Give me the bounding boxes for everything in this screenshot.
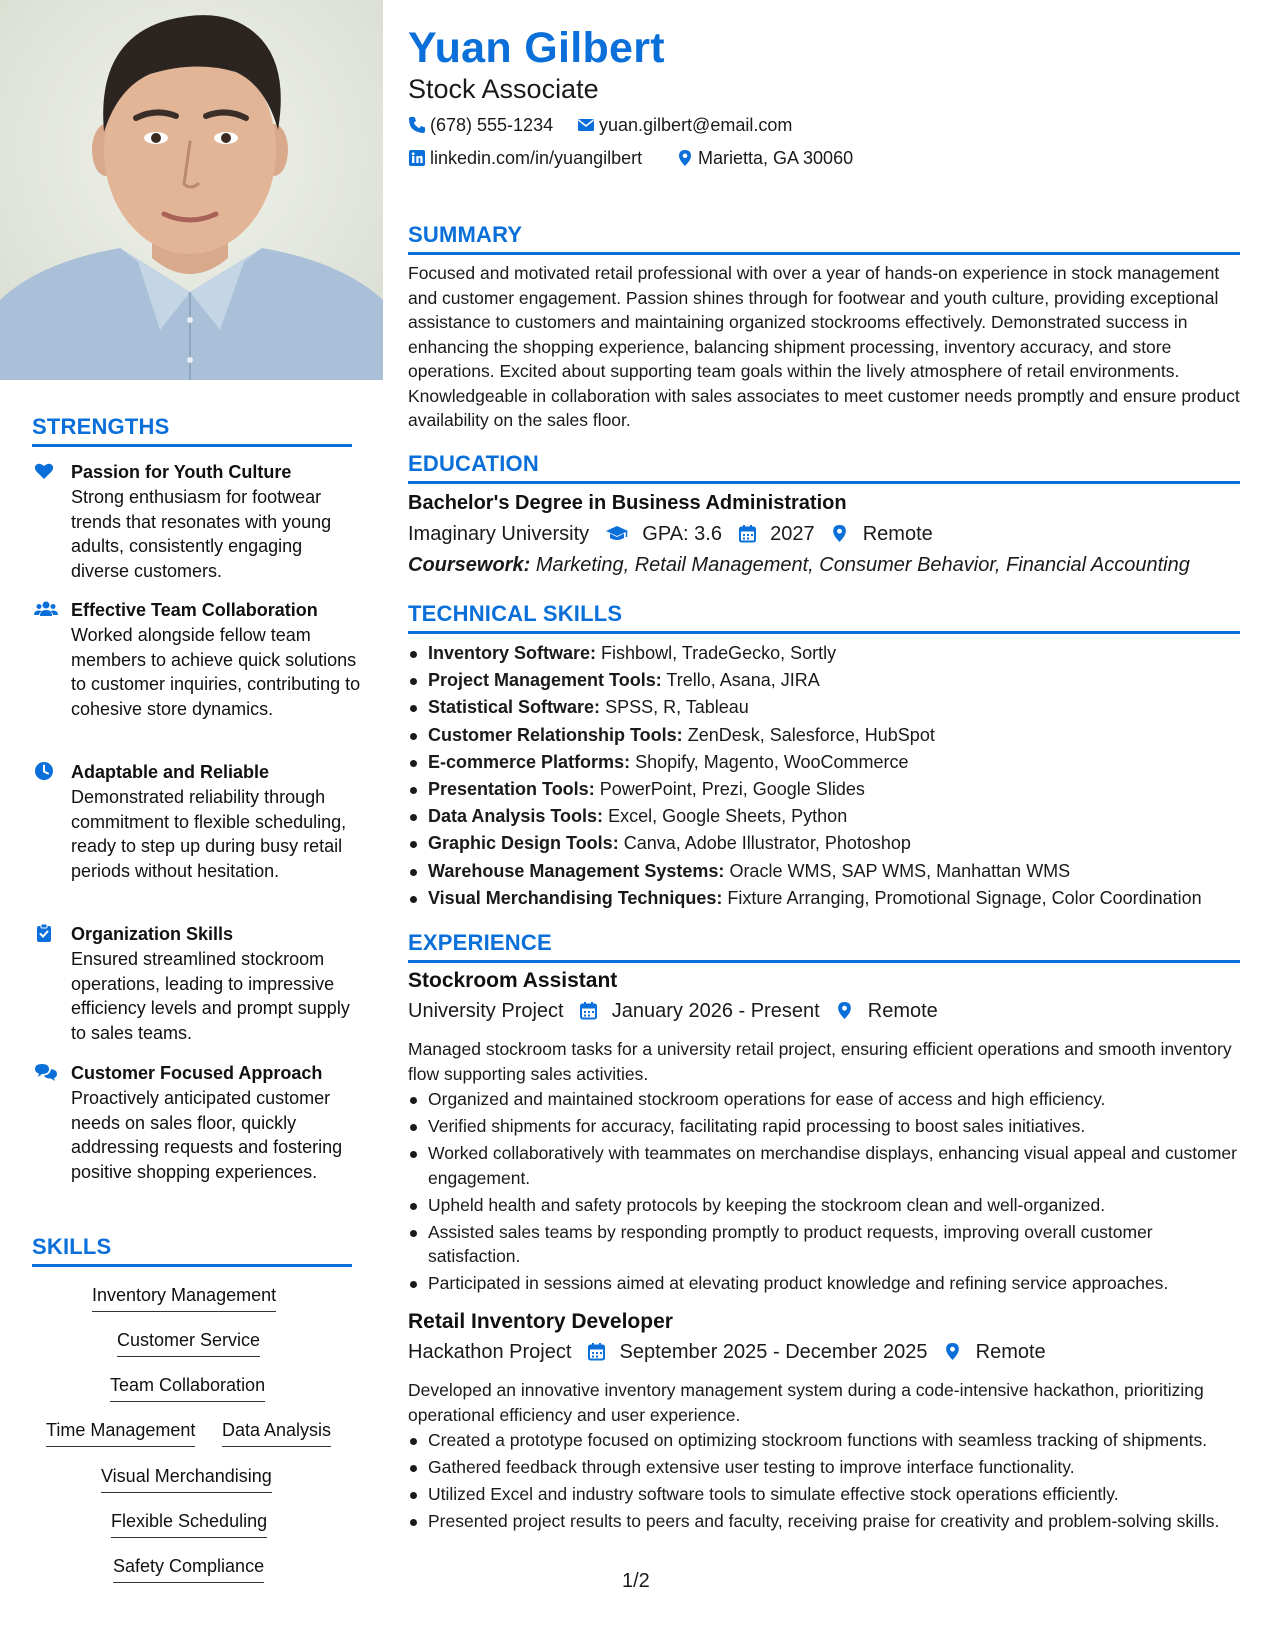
list-item xyxy=(408,694,1240,721)
candidate-title: Stock Associate xyxy=(408,74,599,104)
skill-category: Customer Relationship Tools: xyxy=(428,724,683,745)
strength-title: Customer Focused Approach xyxy=(71,1063,323,1083)
list-item xyxy=(408,803,1240,830)
gpa-value: GPA: 3.6 xyxy=(642,523,722,545)
coursework-line xyxy=(408,554,1190,577)
job-location: Remote xyxy=(975,1341,1046,1363)
skill-tag: Flexible Scheduling xyxy=(111,1509,267,1538)
technical-skills-list xyxy=(408,640,1240,912)
skill-category: E-commerce Platforms: xyxy=(428,751,631,772)
strength-title: Passion for Youth Culture xyxy=(71,462,292,482)
skill-values: Canva, Adobe Illustrator, Photoshop xyxy=(623,833,911,854)
phone-number: (678) 555-1234 xyxy=(430,115,554,135)
list-item: Upheld health and safety protocols by keeping the stockroom clean and well-organized. xyxy=(408,1193,1240,1218)
skill-tag: Data Analysis xyxy=(222,1418,331,1447)
list-item xyxy=(408,830,1240,857)
skill-values: ZenDesk, Salesforce, HubSpot xyxy=(687,724,935,745)
strength-title: Organization Skills xyxy=(71,924,234,944)
technical-skills-heading: TECHNICAL SKILLS xyxy=(408,601,623,626)
education-location: Remote xyxy=(862,523,933,545)
skill-tag: Visual Merchandising xyxy=(101,1464,272,1493)
list-item xyxy=(408,667,1240,694)
skill-category: Warehouse Management Systems: xyxy=(428,860,725,881)
graduation-year: 2027 xyxy=(770,523,815,545)
education-divider xyxy=(408,481,1240,484)
map-pin-icon xyxy=(830,524,849,543)
skills-divider xyxy=(32,1264,352,1267)
list-item: Created a prototype focused on optimizing stockroom functions with seamless tracking of shipments. xyxy=(408,1428,1240,1453)
job-summary: Managed stockroom tasks for a university retail project, ensuring efficient operations and smooth inventory flow supporting sales activities. xyxy=(408,1039,1232,1084)
list-item: Organized and maintained stockroom operations for ease of access and high efficiency. xyxy=(408,1087,1240,1112)
education-heading: EDUCATION xyxy=(408,451,539,476)
degree-title: Bachelor's Degree in Business Administration xyxy=(408,492,847,514)
list-item: Presented project results to peers and faculty, receiving praise for creativity and problem-solving skills. xyxy=(408,1509,1240,1534)
list-item xyxy=(408,749,1240,776)
school-name: Imaginary University xyxy=(408,523,590,545)
location-text: Marietta, GA 30060 xyxy=(698,148,854,168)
comments-icon xyxy=(34,1062,54,1082)
strength-description: Worked alongside fellow team members to achieve quick solutions to customer inquiries, contributing to cohesive store dynamics. xyxy=(71,625,361,719)
summary-text: Focused and motivated retail professional with over a year of hands-on experience in stock management and customer engagement. Passion shines through for footwear and youth culture, providing exceptional assistance to customers and maintaining organized stockrooms effectively. Demonstrated success in enhancing the shopping experience, balancing shipment processing, inventory accuracy, and store operations. Excited about supporting team goals within the lively atmosphere of retail environments. Knowledgeable in collaboration with sales associates to meet customer needs promptly and ensure product availability on the sales floor. xyxy=(408,263,1240,430)
skill-values: Excel, Google Sheets, Python xyxy=(608,806,848,827)
email-address[interactable]: yuan.gilbert@email.com xyxy=(599,115,793,135)
left-column xyxy=(0,0,383,1650)
coursework-list: Marketing, Retail Management, Consumer Behavior, Financial Accounting xyxy=(535,554,1190,576)
list-item: Utilized Excel and industry software tools to simulate effective stock operations efficiently. xyxy=(408,1482,1240,1507)
skill-category: Inventory Software: xyxy=(428,643,597,663)
phone-icon xyxy=(408,116,426,134)
technical-skills-divider xyxy=(408,631,1240,634)
list-item xyxy=(408,722,1240,749)
skills-heading: SKILLS xyxy=(32,1234,112,1259)
experience-divider xyxy=(408,960,1240,963)
strength-description: Demonstrated reliability through commitment to flexible scheduling, ready to step up during busy retail periods without hesitation. xyxy=(71,787,347,881)
map-pin-icon xyxy=(676,149,694,167)
skill-tag: Team Collaboration xyxy=(110,1373,265,1402)
job-dates: January 2026 - Present xyxy=(611,1000,820,1022)
contact-linkedin[interactable] xyxy=(408,147,642,169)
list-item xyxy=(408,885,1240,912)
skill-category: Data Analysis Tools: xyxy=(428,806,604,827)
job-meta xyxy=(408,1341,1046,1364)
calendar-icon xyxy=(738,524,757,543)
strength-description: Proactively anticipated customer needs on sales floor, quickly addressing requests and fostering positive shopping experiences. xyxy=(71,1088,343,1182)
list-item xyxy=(408,776,1240,803)
job-meta xyxy=(408,1000,938,1023)
skill-values: Fishbowl, TradeGecko, Sortly xyxy=(601,643,837,663)
job-summary: Developed an innovative inventory management system during a code-intensive hackathon, prioritizing operational efficiency and user experience. xyxy=(408,1380,1204,1425)
skill-values: SPSS, R, Tableau xyxy=(605,697,749,718)
map-pin-icon xyxy=(835,1001,854,1020)
contact-location xyxy=(676,147,853,169)
strengths-divider xyxy=(32,444,352,447)
skill-category: Presentation Tools: xyxy=(428,779,595,800)
job-organization: University Project xyxy=(408,1000,564,1022)
graduation-cap-icon xyxy=(605,524,629,543)
calendar-icon xyxy=(587,1342,606,1361)
skill-category: Graphic Design Tools: xyxy=(428,833,619,854)
job-bullets xyxy=(408,1428,1240,1536)
strength-description: Ensured streamlined stockroom operations, leading to impressive efficiency levels and prompt supply to sales teams. xyxy=(71,949,350,1043)
skill-tag: Time Management xyxy=(46,1418,195,1447)
list-item: Participated in sessions aimed at elevating product knowledge and refining service approaches. xyxy=(408,1271,1240,1296)
list-item xyxy=(408,858,1240,885)
skill-values: Trello, Asana, JIRA xyxy=(666,670,820,691)
education-meta xyxy=(408,523,933,546)
skill-values: Oracle WMS, SAP WMS, Manhattan WMS xyxy=(729,860,1071,881)
skill-values: Shopify, Magento, WooCommerce xyxy=(635,751,909,772)
skill-tag: Safety Compliance xyxy=(113,1554,264,1583)
list-item: Assisted sales teams by responding promptly to product requests, improving overall customer satisfaction. xyxy=(408,1220,1240,1269)
experience-heading: EXPERIENCE xyxy=(408,930,552,955)
job-title: Retail Inventory Developer xyxy=(408,1310,673,1333)
list-item xyxy=(408,640,1240,667)
list-item: Worked collaboratively with teammates on merchandise displays, enhancing visual appeal and customer engagement. xyxy=(408,1141,1240,1190)
job-title: Stockroom Assistant xyxy=(408,969,618,992)
calendar-icon xyxy=(579,1001,598,1020)
job-organization: Hackathon Project xyxy=(408,1341,572,1363)
candidate-name: Yuan Gilbert xyxy=(408,24,665,72)
job-dates: September 2025 - December 2025 xyxy=(619,1341,928,1363)
list-item: Verified shipments for accuracy, facilitating rapid processing to boost sales initiatives. xyxy=(408,1114,1240,1139)
skill-category: Statistical Software: xyxy=(428,697,601,718)
skill-tag: Customer Service xyxy=(117,1328,260,1357)
skill-category: Project Management Tools: xyxy=(428,670,662,691)
skill-category: Visual Merchandising Techniques: xyxy=(428,887,723,908)
skill-values: Fixture Arranging, Promotional Signage, Color Coordination xyxy=(727,887,1202,908)
skill-tag: Inventory Management xyxy=(92,1283,276,1312)
envelope-icon xyxy=(577,116,595,134)
strength-description: Strong enthusiasm for footwear trends that resonates with young adults, consistently engaging diverse customers. xyxy=(71,487,332,581)
contact-email[interactable] xyxy=(577,114,792,136)
heart-icon xyxy=(34,461,54,481)
skill-values: PowerPoint, Prezi, Google Slides xyxy=(599,779,865,800)
linkedin-icon xyxy=(408,149,426,167)
job-location: Remote xyxy=(867,1000,938,1022)
strength-title: Effective Team Collaboration xyxy=(71,600,318,620)
coursework-label: Coursework: xyxy=(408,554,531,576)
contact-phone xyxy=(408,114,553,136)
linkedin-url[interactable]: linkedin.com/in/yuangilbert xyxy=(430,148,643,168)
profile-photo xyxy=(0,0,383,380)
clipboard-check-icon xyxy=(34,923,54,943)
users-icon xyxy=(34,599,54,619)
page-number: 1/2 xyxy=(622,1570,650,1592)
clock-icon xyxy=(34,761,54,781)
job-bullets xyxy=(408,1087,1240,1298)
strengths-heading: STRENGTHS xyxy=(32,414,170,439)
summary-divider xyxy=(408,252,1240,255)
map-pin-icon xyxy=(943,1342,962,1361)
summary-heading: SUMMARY xyxy=(408,222,523,247)
list-item: Gathered feedback through extensive user testing to improve interface functionality. xyxy=(408,1455,1240,1480)
strength-title: Adaptable and Reliable xyxy=(71,762,270,782)
